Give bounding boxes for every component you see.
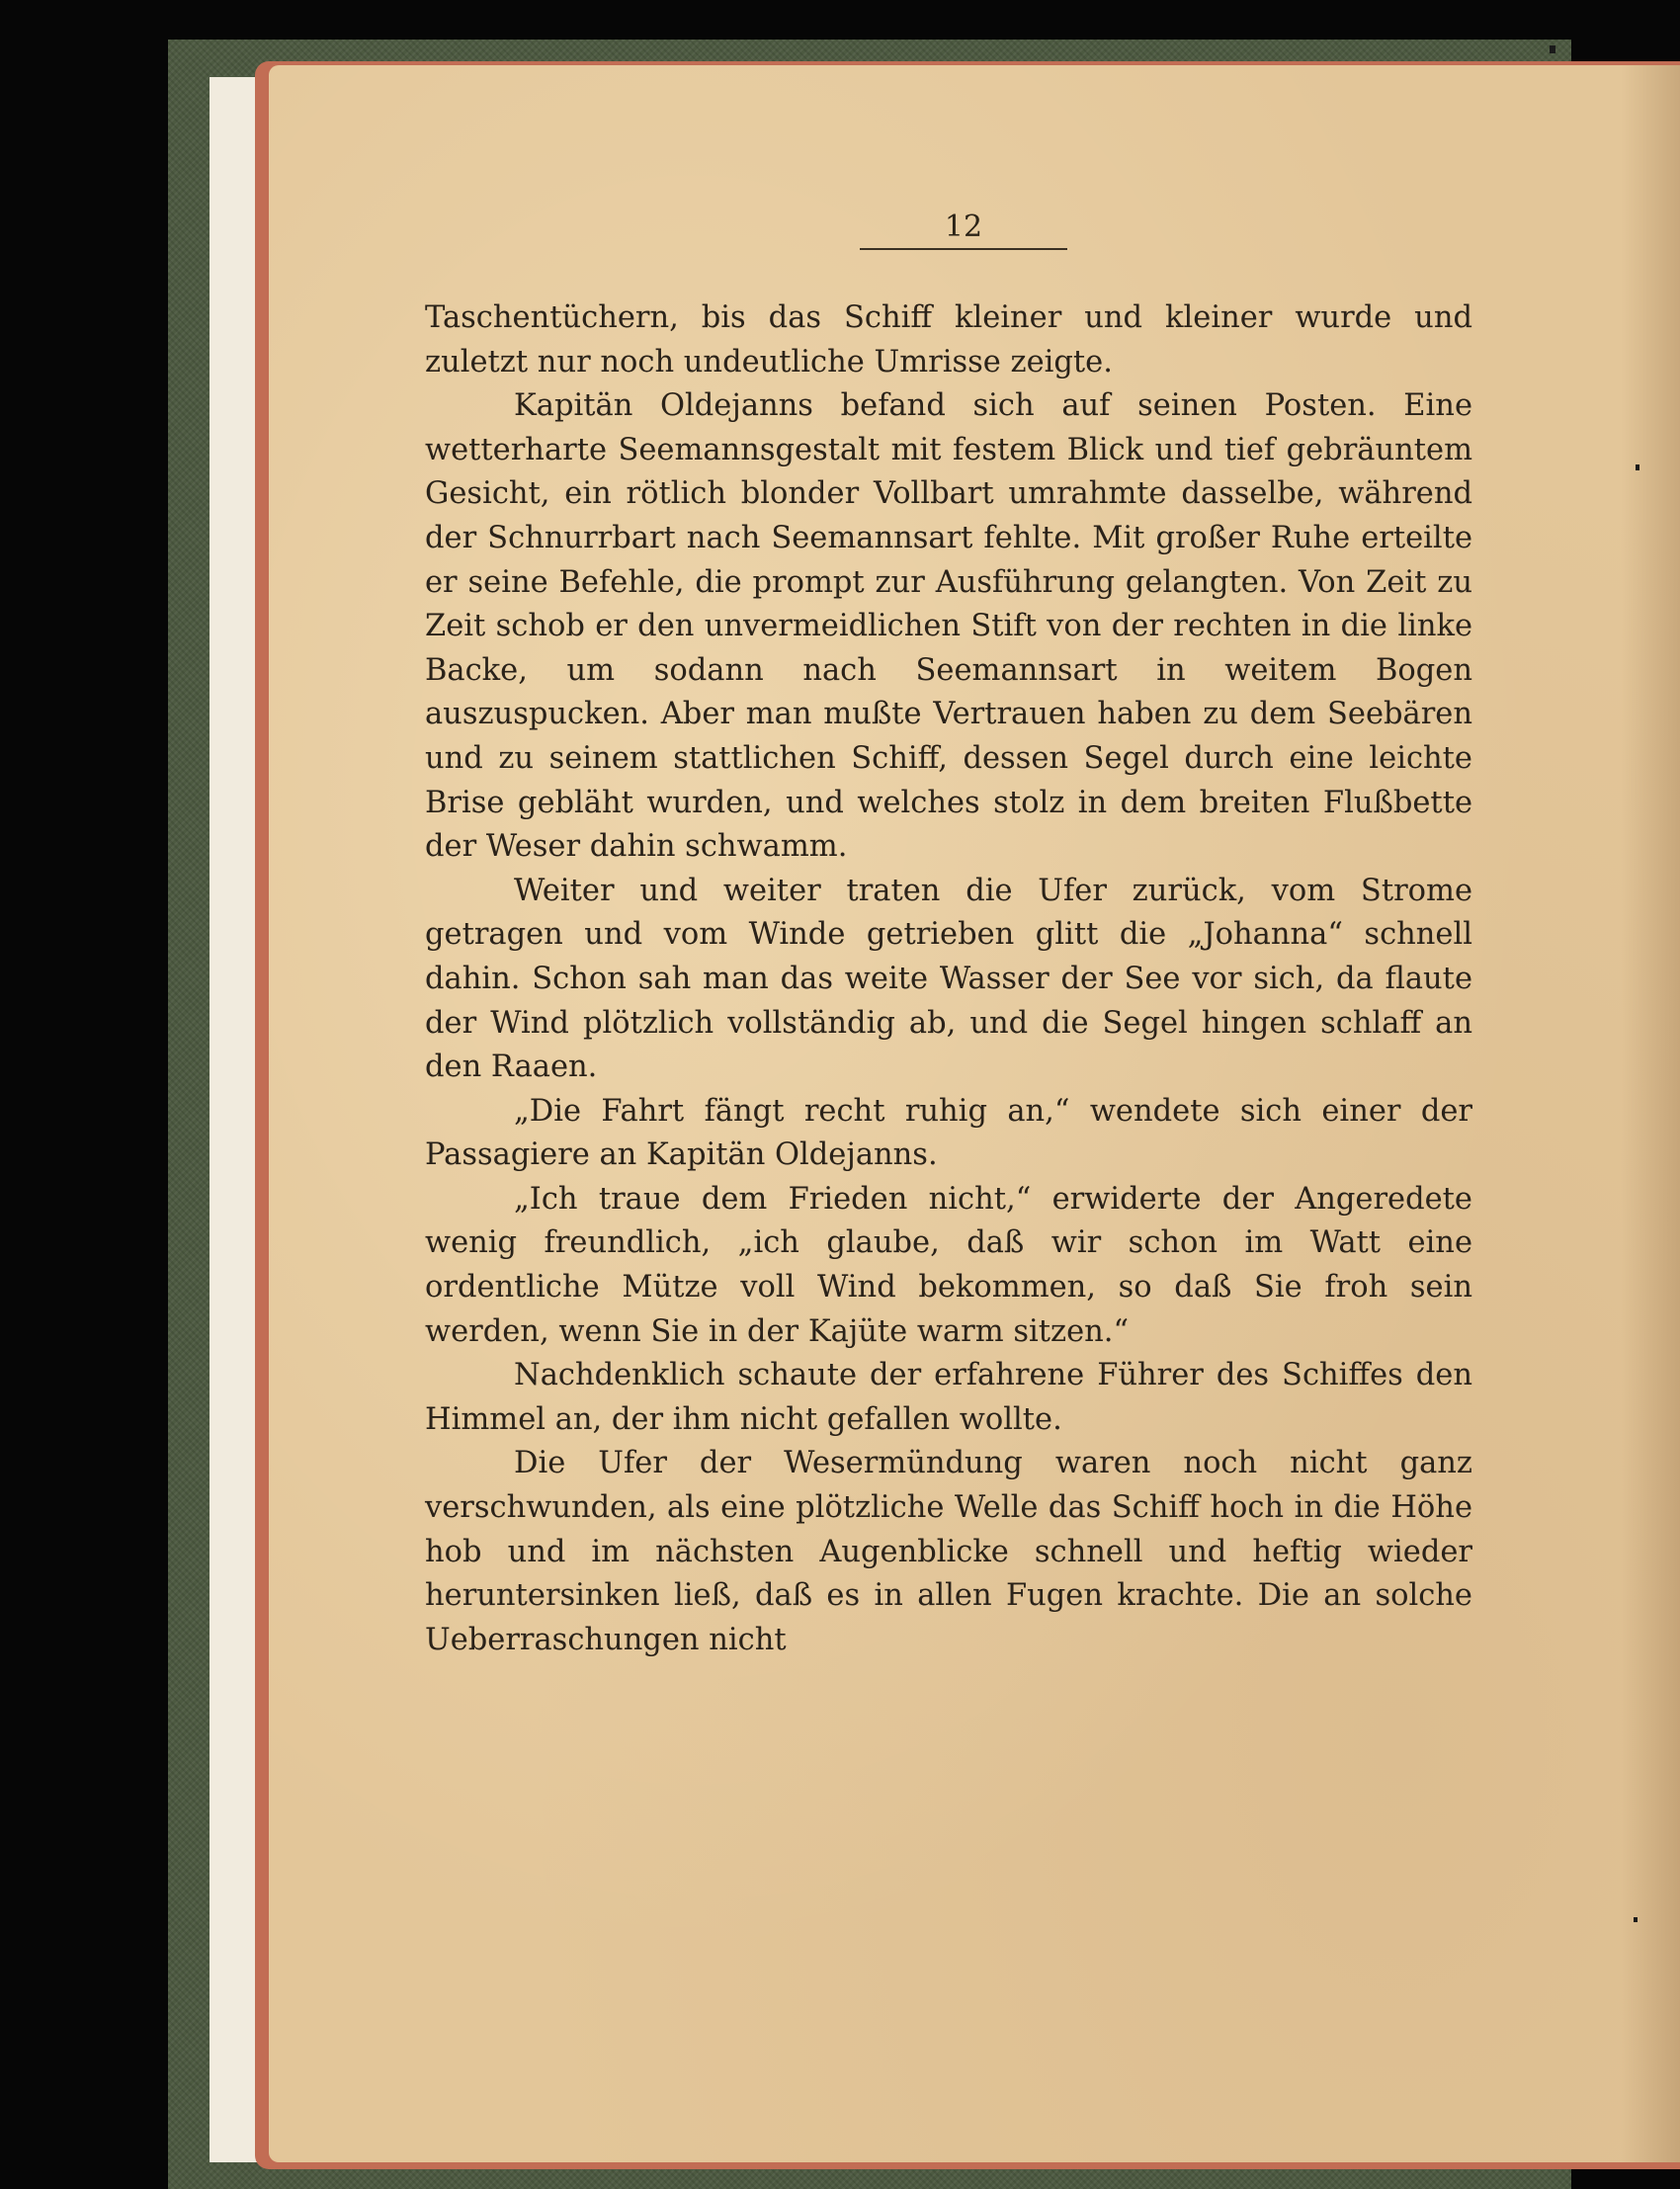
paragraph: Die Ufer der Wesermündung waren noch nicht ganz verschwunden, als eine plötzliche Welle das Schiff hoch in die Höhe hob und im nächsten Augenblicke schnell und heftig wieder heruntersinken ließ, daß es in allen Fugen krachte. Die an solche Ueberraschungen nicht bbox=[425, 1446, 1472, 1657]
page-number: 12 bbox=[944, 210, 983, 244]
scan-speck bbox=[1550, 45, 1555, 53]
body-text bbox=[425, 296, 1472, 1662]
page-gutter-shadow bbox=[1621, 65, 1680, 2162]
scan-speck bbox=[1634, 1917, 1638, 1922]
paragraph: Taschentüchern, bis das Schiff kleiner und kleiner wurde und zuletzt nur noch undeutliche Umrisse zeigte. bbox=[425, 300, 1472, 379]
paragraph: „Ich traue dem Frieden nicht,“ erwiderte der Angeredete wenig freundlich, „ich glaube, daß wir schon im Watt eine ordentliche Mütze voll Wind bekommen, so daß Sie froh sein werden, wenn Sie in der Kajüte warm sitzen.“ bbox=[425, 1181, 1472, 1349]
scan-speck bbox=[1636, 464, 1639, 470]
paragraph: „Die Fahrt fängt recht ruhig an,“ wendete sich einer der Passagiere an Kapitän Oldejanns. bbox=[425, 1093, 1472, 1173]
paragraph: Kapitän Oldejanns befand sich auf seinen Posten. Eine wetterharte Seemannsgestalt mit festem Blick und tief gebräuntem Gesicht, ein rötlich blonder Vollbart umrahmte dasselbe, während der Schnurrbart nach Seemannsart fehlte. Mit großer Ruhe erteilte er seine Befehle, die prompt zur Ausführung gelangten. Von Zeit zu Zeit schob er den unvermeidlichen Stift von der rechten in die linke Backe, um sodann nach Seemannsart in weitem Bogen auszuspucken. Aber man mußte Vertrauen haben zu dem Seebären und zu seinem stattlichen Schiff, dessen Segel durch eine leichte Brise gebläht wurden, und welches stolz in dem breiten Flußbette der Weser dahin schwamm. bbox=[425, 388, 1472, 865]
paragraph: Weiter und weiter traten die Ufer zurück, vom Strome getragen und vom Winde getrieben glitt die „Johanna“ schnell dahin. Schon sah man das weite Wasser der See vor sich, da flaute der Wind plötzlich vollständig ab, und die Segel hingen schlaff an den Raaen. bbox=[425, 873, 1472, 1085]
page-number-rule bbox=[860, 248, 1067, 250]
paragraph: Nachdenklich schaute der erfahrene Führer des Schiffes den Himmel an, der ihm nicht gefallen wollte. bbox=[425, 1358, 1472, 1437]
